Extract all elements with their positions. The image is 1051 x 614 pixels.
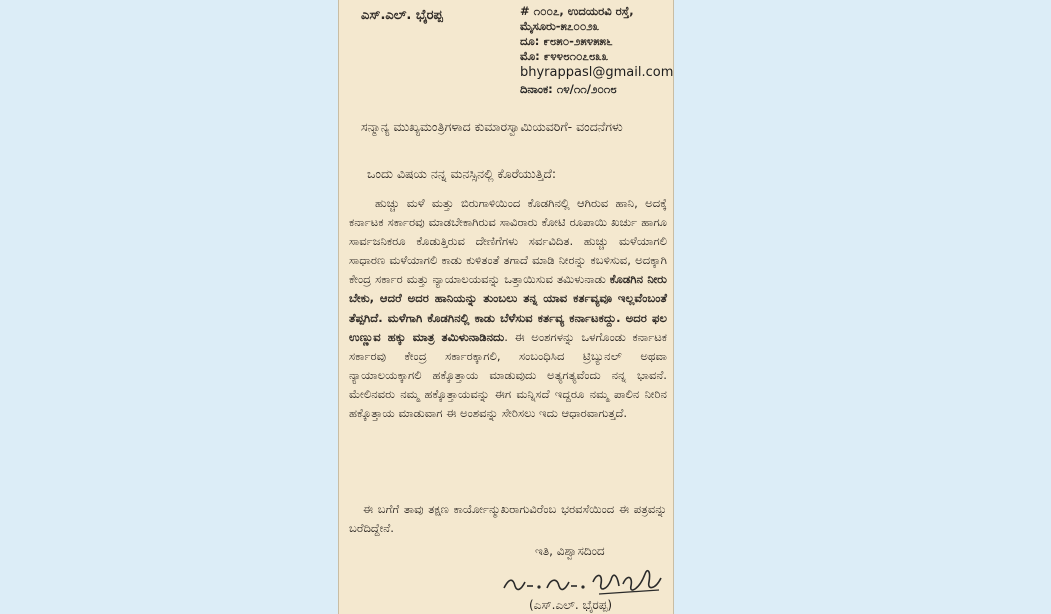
mobile-number: ಮೊ: ೯೪೪೮೧೦೭೮೩೩ — [520, 49, 609, 63]
salutation: ಸನ್ಮಾನ್ಯ ಮುಖ್ಯಮಂತ್ರಿಗಳಾದ ಕುಮಾರಸ್ವಾಮಿಯವರಿಗೆ- ವಂದನೆಗಳು — [361, 119, 623, 134]
address-line-2: ಮೈಸೂರು-೫೭೦೦೨೩ — [520, 19, 600, 33]
sender-address-block — [520, 4, 672, 97]
body-text-part-1: ಹುಚ್ಚು ಮಳೆ ಮತ್ತು ಬಿರುಗಾಳಿಯಿಂದ ಕೊಡಗಿನಲ್ಲಿ ಆಗಿರುವ ಹಾನಿ, ಅದಕ್ಕೆ ಕರ್ನಾಟಕ ಸರ್ಕಾರವು ಮಾಡಬೇಕಾಗಿರುವ ಸಾವಿರಾರು ಕೋಟಿ ರೂಪಾಯಿ ಖರ್ಚು ಹಾಗೂ ಸಾರ್ವಜನಿಕರೂ ಕೊಡುತ್ತಿರುವ ದೇಣಿಗೆಗಳು ಸರ್ವವಿದಿತ. ಹುಚ್ಚು ಮಳೆಯಾಗಲಿ ಸಾಧಾರಣ ಮಳೆಯಾಗಲಿ ಕಾಡು ಕುಳಿತಂತೆ ತಗಾದೆ ಮಾಡಿ ನೀರನ್ನು ಕಬಳಿಸುವ, ಅದಕ್ಕಾಗಿ ಕೇಂದ್ರ ಸರ್ಕಾರ ಮತ್ತು ನ್ಯಾಯಾಲಯವನ್ನು ಒತ್ತಾಯಿಸುವ ತಮಿಳುನಾಡು — [349, 196, 667, 287]
letter-date: ದಿನಾಂಕ: ೧೪/೧೧/೨೦೧೮ — [520, 82, 617, 96]
regards-line: ಇತಿ, ವಿಶ್ವಾಸದಿಂದ — [535, 544, 605, 558]
closing-paragraph: ಈ ಬಗೆಗೆ ತಾವು ತಕ್ಷಣ ಕಾರ್ಯೋನ್ಮುಖರಾಗುವಿರೆಂಬ ಭರವಸೆಯಿಂದ ಈ ಪತ್ರವನ್ನು ಬರೆದಿದ್ದೇನೆ. — [349, 502, 667, 535]
address-line-1: # ೧೦೦೭, ಉದಯರವಿ ರಸ್ತೆ, — [520, 4, 634, 18]
intro-line: ಒಂದು ವಿಷಯ ನನ್ನ ಮನಸ್ಸಿನಲ್ಲಿ ಕೊರೆಯುತ್ತಿದೆ: — [367, 166, 557, 181]
body-text-part-2: . ಈ ಅಂಶಗಳನ್ನು ಒಳಗೊಂಡು ಕರ್ನಾಟಕ ಸರ್ಕಾರವು ಕೇಂದ್ರ ಸರ್ಕಾರಕ್ಕಾಗಲಿ, ಸಂಬಂಧಿಸಿದ ಟ್ರಿಬ್ಯುನಲ್ ಅಥವಾ ನ್ಯಾಯಾಲಯಕ್ಕಾಗಲಿ ಹಕ್ಕೊತ್ತಾಯ ಮಾಡುವುದು ಅತ್ಯಗತ್ಯವೆಂದು ನನ್ನ ಭಾವನೆ. ಮೇಲಿನವರು ನಮ್ಮ ಹಕ್ಕೊತ್ತಾಯವನ್ನು ಈಗ ಮನ್ನಿಸದೆ ಇದ್ದರೂ ನಮ್ಮ ಪಾಲಿನ ನೀರಿನ ಹಕ್ಕೊತ್ತಾಯ ಮಾಡುವಾಗ ಈ ಅಂಶವನ್ನು ಸೇರಿಸಲು ಇದು ಆಧಾರವಾಗುತ್ತದೆ. — [349, 329, 667, 421]
letter-body — [349, 194, 667, 423]
letter-page — [338, 0, 674, 614]
signature-name: (ಎಸ್.ಎಲ್. ಭೈರಪ್ಪ) — [529, 598, 613, 612]
body-text-bold: ಕೊಡಗಿನ ನೀರು ಬೇಕು, ಆದರೆ ಅದರ ಹಾನಿಯನ್ನು ತುಂಬಲು ತನ್ನ ಯಾವ ಕರ್ತವ್ಯವೂ ಇಲ್ಲವೆಂಬಂತೆ ತೆಪ್ಪಗಿದೆ. ಮಳೆಗಾಗಿ ಕೊಡಗಿನಲ್ಲಿ ಕಾಡು ಬೆಳೆಸುವ ಕರ್ತವ್ಯ ಕರ್ನಾಟಕದ್ದು. ಅದರ ಫಲ ಉಣ್ಣುವ ಹಕ್ಕು ಮಾತ್ರ ತಮಿಳುನಾಡಿನದು — [349, 272, 667, 344]
handwritten-signature — [499, 560, 669, 600]
phone-number: ದೂ: ೯೮೫೦-೨೫೪೫೫೬ — [520, 34, 613, 48]
email-address: bhyrappasl@gmail.com — [520, 65, 674, 80]
sender-name: ಎಸ್.ಎಲ್. ಭೈರಪ್ಪ — [361, 8, 443, 23]
